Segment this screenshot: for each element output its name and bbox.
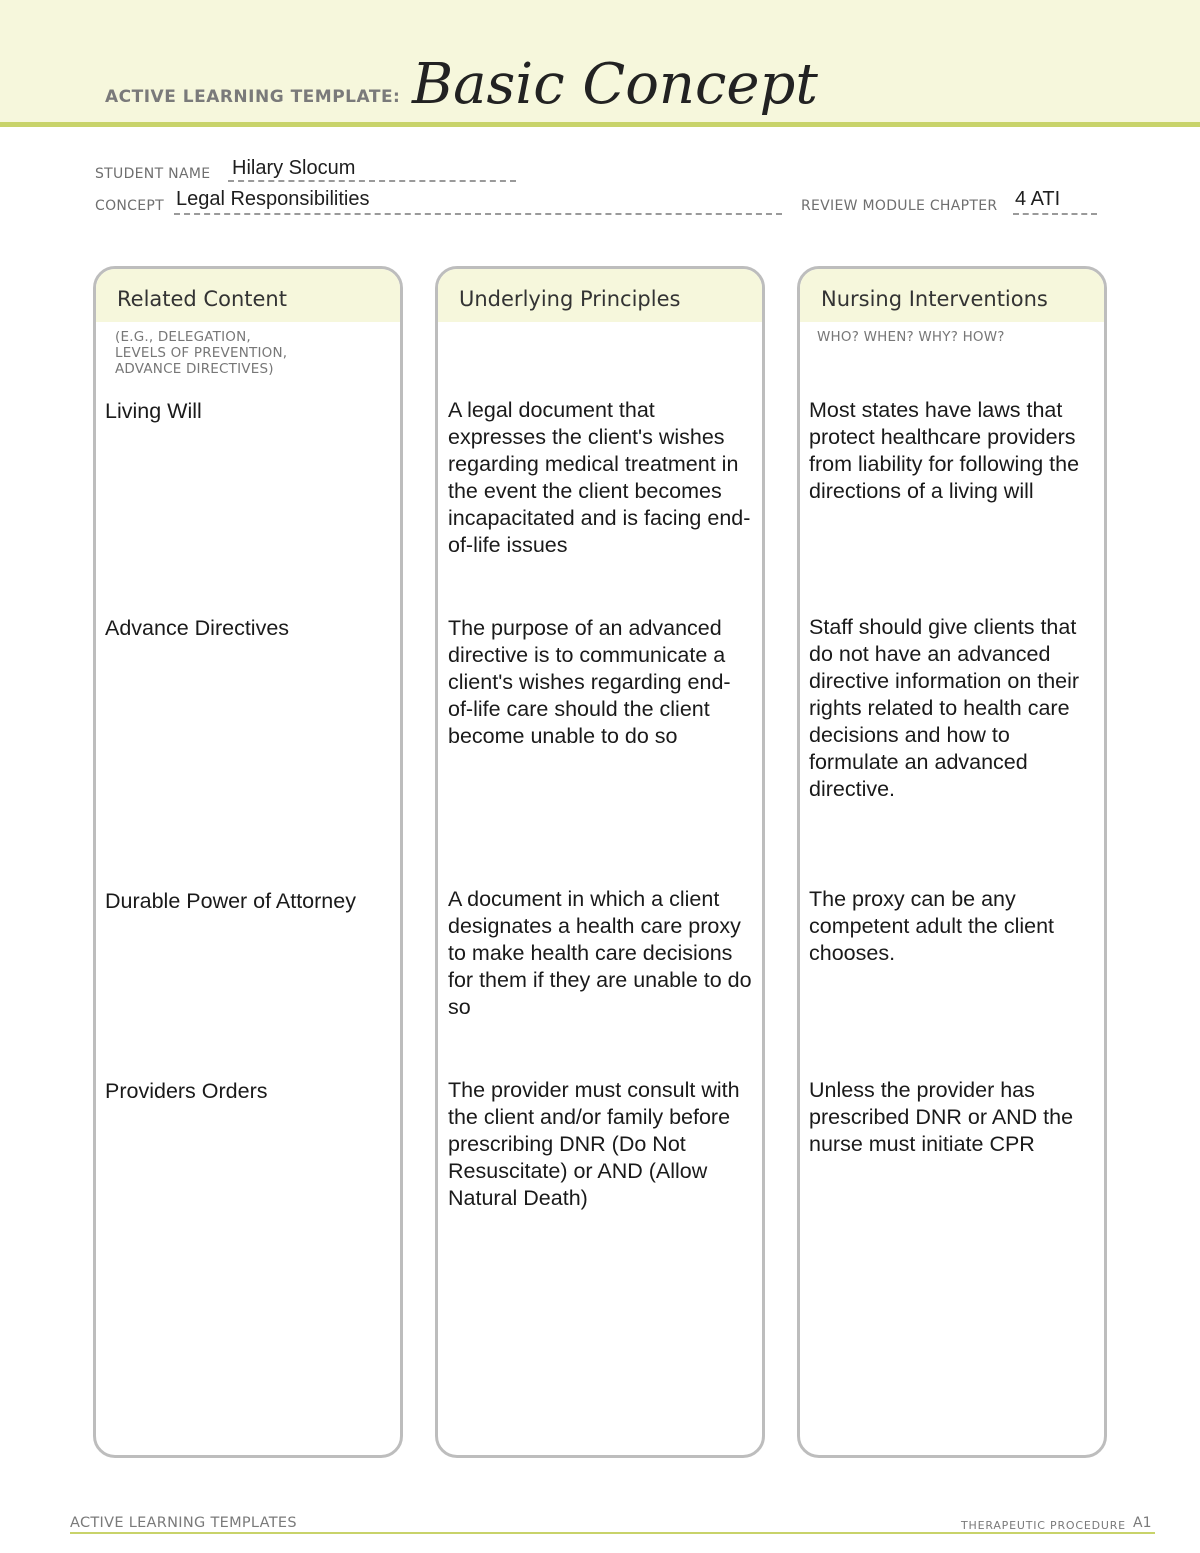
footer-series-label: ACTIVE LEARNING TEMPLATES bbox=[70, 1515, 297, 1531]
nursing-interventions-subtitle: WHO? WHEN? WHY? HOW? bbox=[817, 329, 1005, 345]
footer-divider bbox=[70, 1532, 1155, 1534]
intervention-entry[interactable]: The proxy can be any competent adult the client chooses. bbox=[809, 887, 1055, 965]
principle-entry[interactable]: The purpose of an advanced directive is to communicate a client's wishes regarding end-of-life care should the client become unable to do so bbox=[448, 616, 731, 748]
review-module-field[interactable]: 4 ATI bbox=[1015, 188, 1061, 210]
related-content-entry[interactable]: Living Will bbox=[105, 399, 202, 423]
student-name-label: STUDENT NAME bbox=[95, 166, 211, 182]
template-title: Basic Concept bbox=[412, 52, 818, 117]
review-module-line bbox=[1013, 213, 1097, 215]
student-name-field[interactable]: Hilary Slocum bbox=[232, 157, 356, 179]
underlying-principles-title: Underlying Principles bbox=[459, 287, 681, 311]
concept-label: CONCEPT bbox=[95, 198, 164, 214]
intervention-entry[interactable]: Most states have laws that protect healthcare providers from liability for following the directions of a living will bbox=[809, 398, 1080, 503]
student-name-line bbox=[228, 180, 516, 182]
related-content-column bbox=[93, 266, 403, 1458]
principle-entry[interactable]: A document in which a client designates a health care proxy to make health care decisions for them if they are unable to do so bbox=[448, 887, 752, 1019]
review-module-label: REVIEW MODULE CHAPTER bbox=[801, 198, 998, 214]
intervention-entry[interactable]: Unless the provider has prescribed DNR or AND the nurse must initiate CPR bbox=[809, 1078, 1074, 1156]
related-content-entry[interactable]: Providers Orders bbox=[105, 1079, 268, 1103]
related-content-title: Related Content bbox=[117, 287, 287, 311]
principle-entry[interactable]: A legal document that expresses the client's wishes regarding medical treatment in the event the client becomes incapacitated and is facing end-of-life issues bbox=[448, 398, 751, 557]
template-label: ACTIVE LEARNING TEMPLATE: bbox=[105, 87, 401, 107]
header-divider bbox=[0, 122, 1200, 127]
principle-entry[interactable]: The provider must consult with the client and/or family before prescribing DNR (Do Not Resuscitate) or AND (Allow Natural Death) bbox=[448, 1078, 740, 1210]
footer-page-number: A1 bbox=[1133, 1515, 1152, 1531]
footer-template-type: THERAPEUTIC PROCEDURE bbox=[961, 1519, 1126, 1532]
nursing-interventions-title: Nursing Interventions bbox=[821, 287, 1048, 311]
related-content-entry[interactable]: Durable Power of Attorney bbox=[105, 889, 356, 913]
concept-line bbox=[174, 213, 782, 215]
intervention-entry[interactable]: Staff should give clients that do not have an advanced directive information on their rights related to health care decisions and how to formulate an advanced directive. bbox=[809, 615, 1080, 801]
related-content-entry[interactable]: Advance Directives bbox=[105, 616, 290, 640]
concept-field[interactable]: Legal Responsibilities bbox=[176, 188, 370, 210]
related-content-subtitle: (E.G., DELEGATION, LEVELS OF PREVENTION, ADVANCE DIRECTIVES) bbox=[115, 329, 288, 377]
